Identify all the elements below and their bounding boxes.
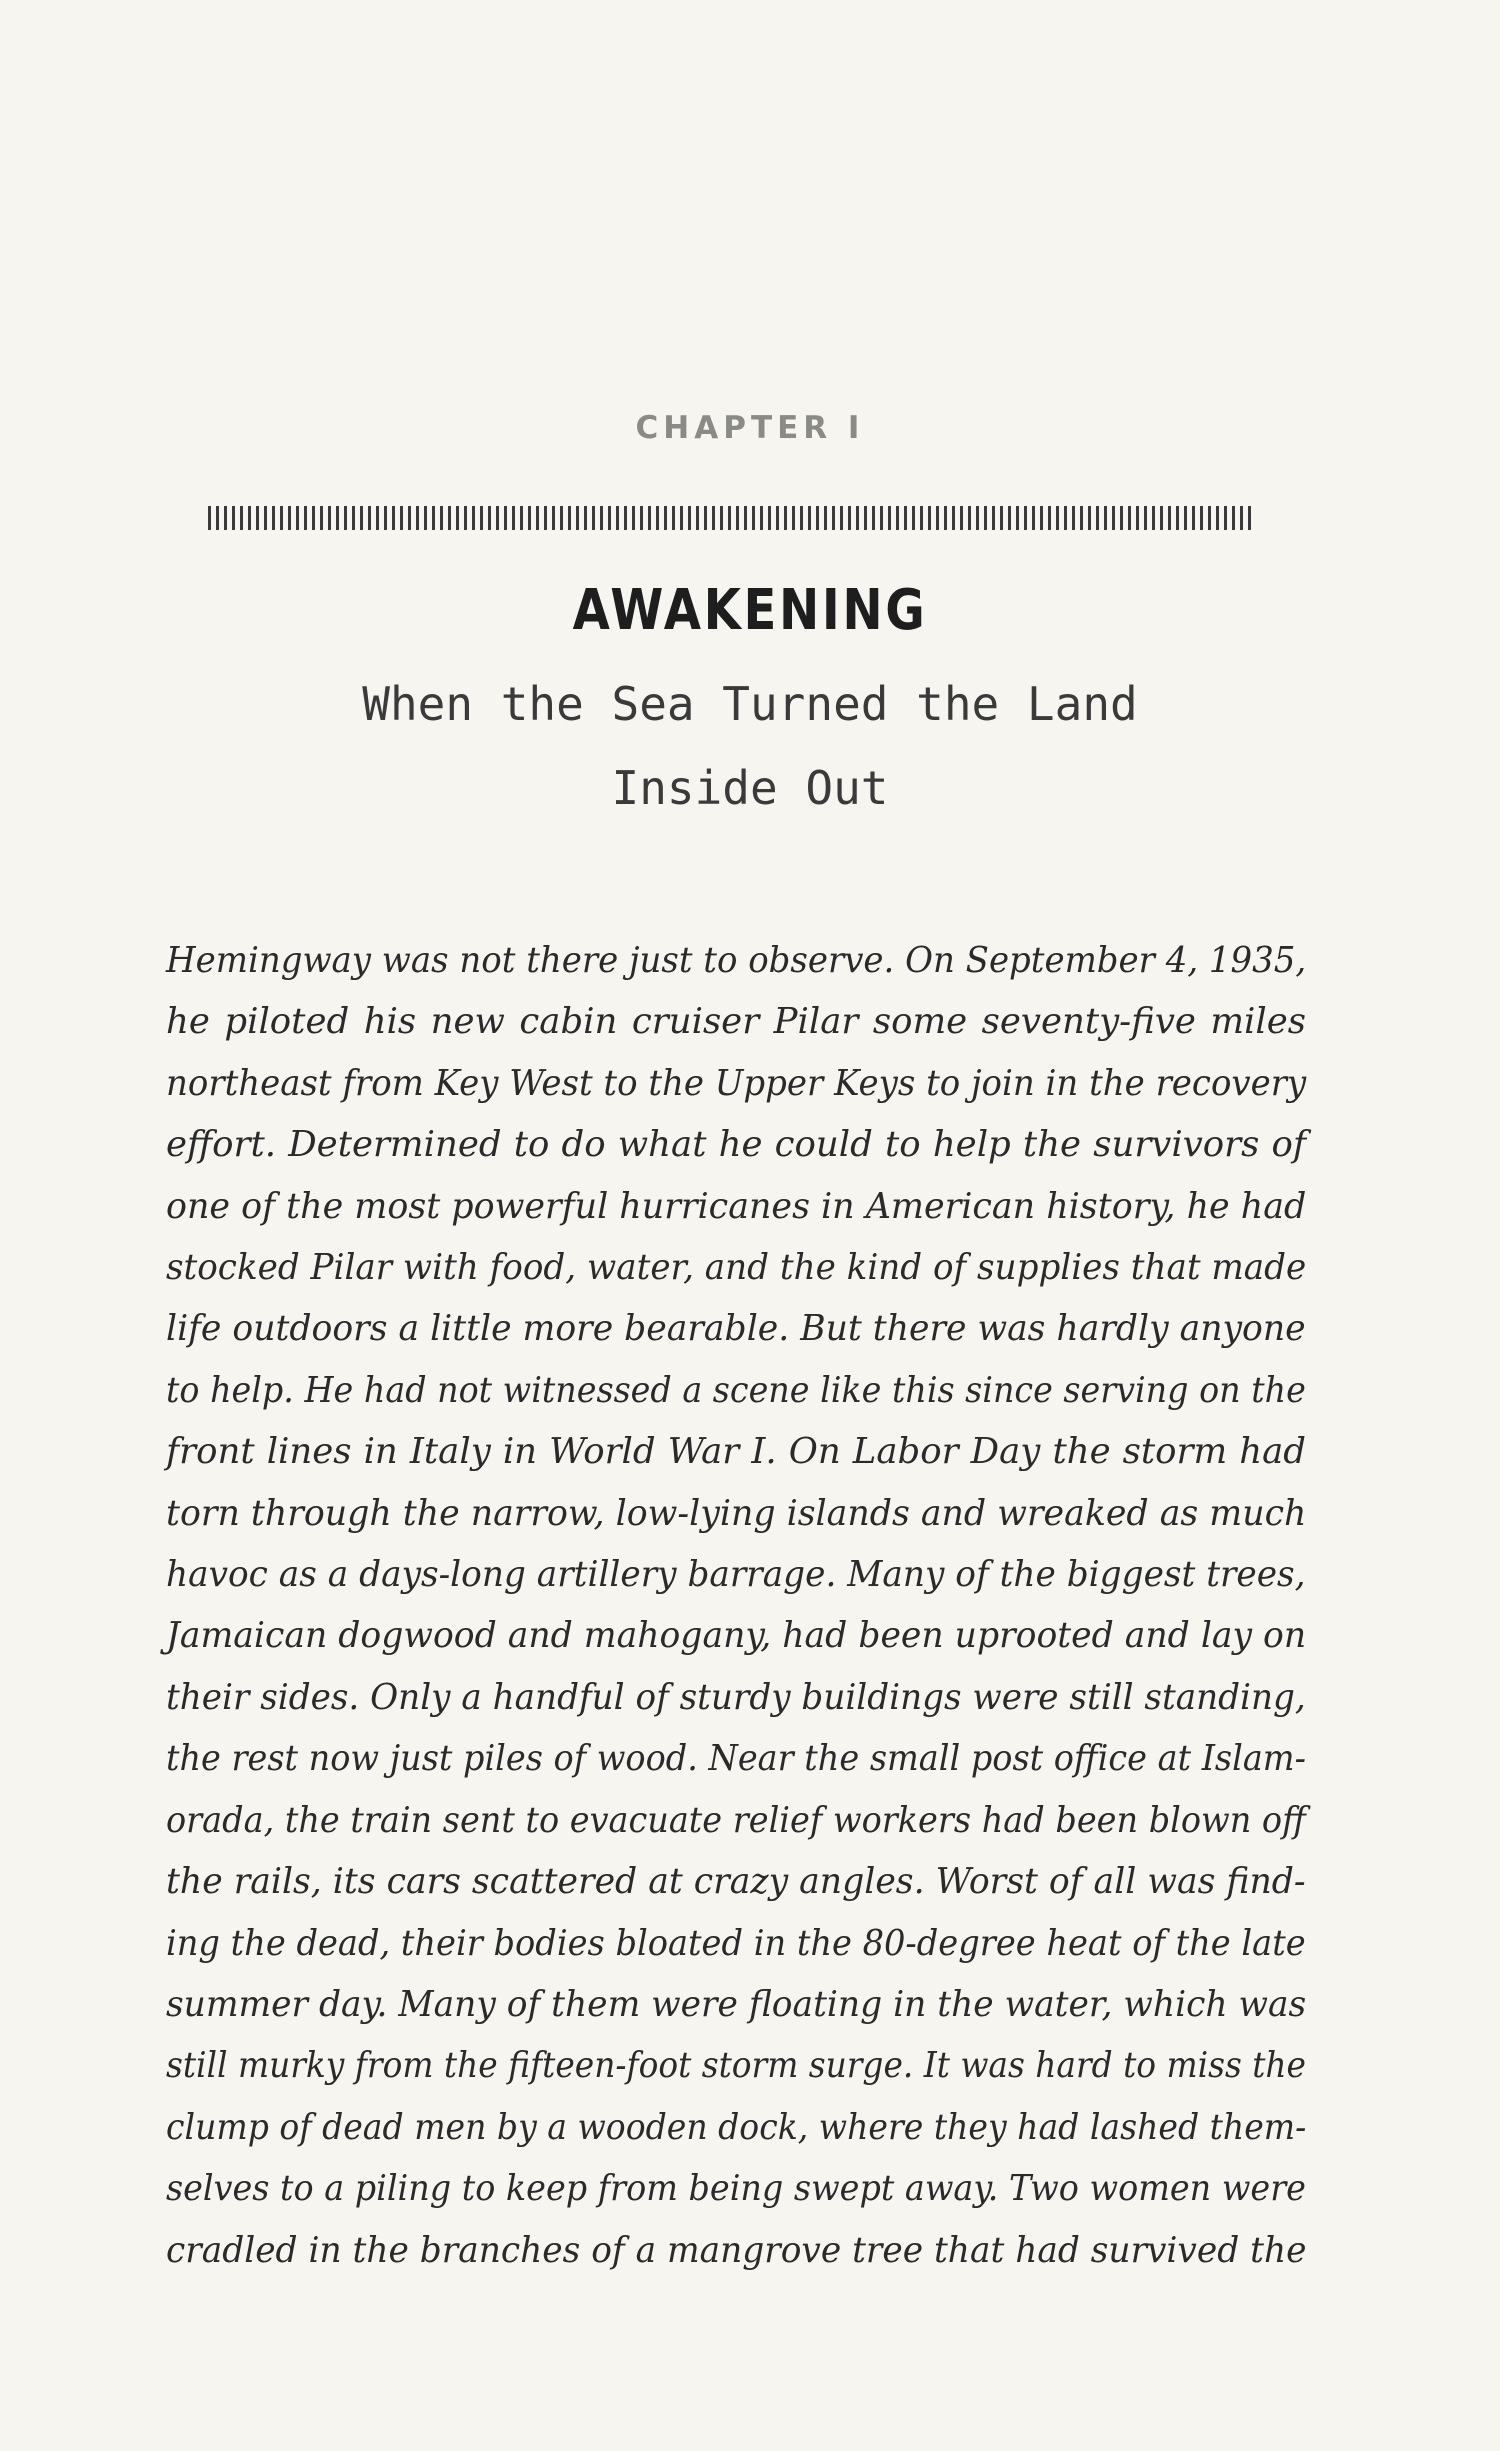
text-line: stocked Pilar with food, water, and the kind of supplies that made [166, 1247, 1307, 1289]
text-line: life outdoors a little more bearable. But there was hardly anyone [166, 1308, 1306, 1350]
text-line: summer day. Many of them were floating in the water, which was [166, 1983, 1307, 2025]
text-line: effort. Determined to do what he could to help the survivors of [166, 1124, 1306, 1166]
text-line: havoc as a days-long artillery barrage. Many of the biggest trees, [166, 1554, 1306, 1596]
chapter-title: AWAKENING [572, 578, 928, 643]
text-line: orada, the train sent to evacuate relief workers had been blown off [166, 1799, 1306, 1841]
text-line: torn through the narrow, low-lying islands and wreaked as much [166, 1492, 1307, 1534]
text-line: clump of dead men by a wooden dock, where they had lashed them- [166, 2106, 1307, 2148]
text-line: cradled in the branches of a mangrove tree that had survived the [166, 2229, 1307, 2271]
text-line: the rest now just piles of wood. Near the small post office at Islam- [166, 1738, 1306, 1780]
text-line: to help. He had not witnessed a scene like this since serving on the [166, 1369, 1306, 1411]
text-line: front lines in Italy in World War I. On Labor Day the storm had [166, 1431, 1306, 1473]
text-line: one of the most powerful hurricanes in American history, he had [166, 1185, 1307, 1227]
chapter-subtitle [0, 662, 1500, 830]
chapter-label: CHAPTER I [635, 410, 865, 446]
text-line: still murky from the fifteen-foot storm surge. It was hard to miss the [166, 2045, 1306, 2087]
body-paragraph [166, 930, 1306, 2281]
text-line: ing the dead, their bodies bloated in the 80-degree heat of the late [166, 1922, 1306, 1964]
text-line: he piloted his new cabin cruiser Pilar some seventy-five miles [166, 1001, 1306, 1043]
text-line: northeast from Key West to the Upper Keys to join in the recovery [166, 1062, 1307, 1104]
subtitle-line: When the Sea Turned the Land [362, 677, 1138, 731]
text-line: their sides. Only a handful of sturdy buildings were still standing, [166, 1676, 1306, 1718]
subtitle-line: Inside Out [611, 761, 889, 815]
text-line: Jamaican dogwood and mahogany, had been uprooted and lay on [166, 1615, 1307, 1657]
text-line: the rails, its cars scattered at crazy angles. Worst of all was find- [166, 1861, 1306, 1903]
decorative-rule [208, 506, 1252, 530]
text-line: Hemingway was not there just to observe. On September 4, 1935, [166, 940, 1307, 981]
text-line: selves to a piling to keep from being swept away. Two women were [166, 2168, 1306, 2210]
